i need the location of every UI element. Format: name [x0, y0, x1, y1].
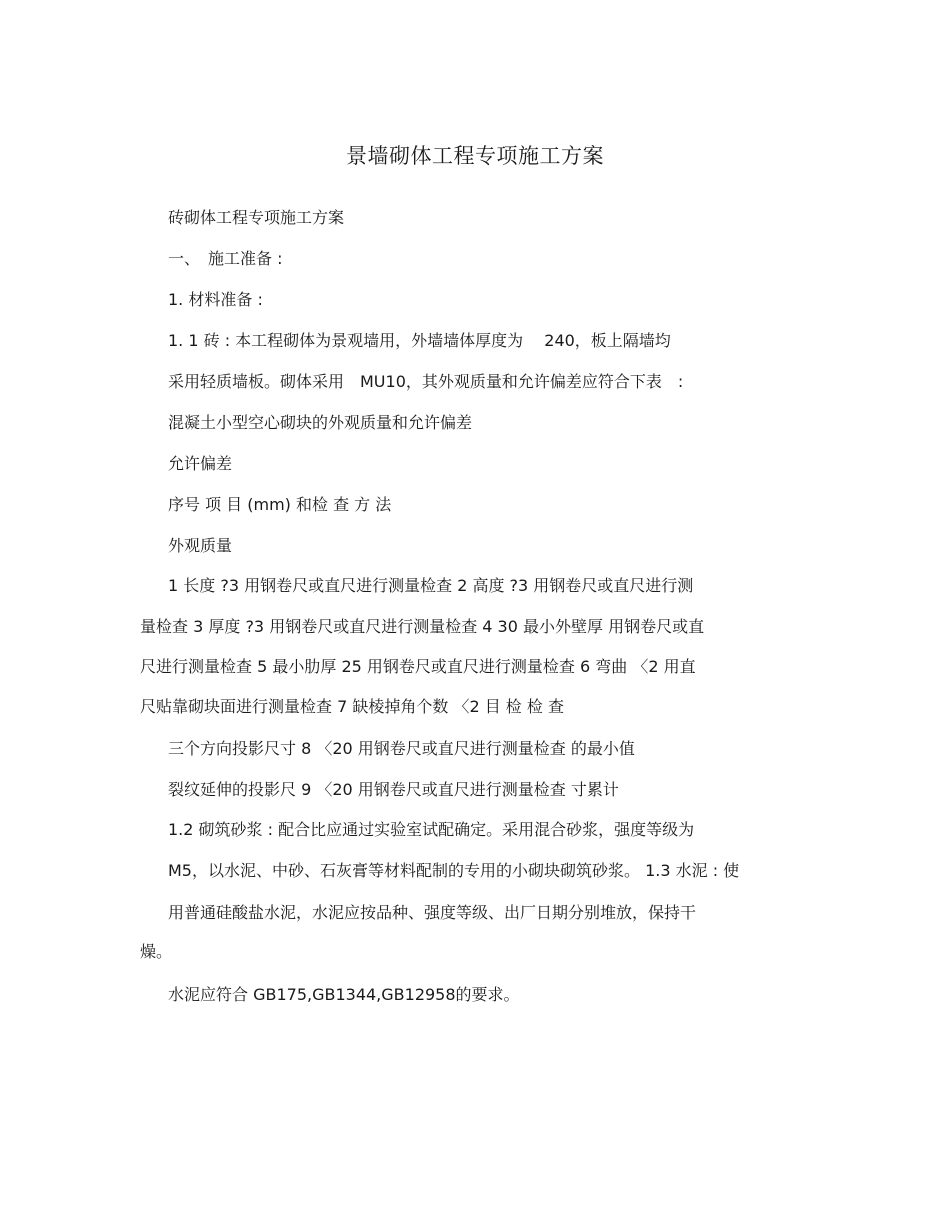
table-text-line: 尺进行测量检查 5 最小肋厚 25 用钢卷尺或直尺进行测量检查 6 弯曲 〈2 用直 [140, 657, 696, 676]
table-header-line: 允许偏差 [168, 454, 233, 473]
paragraph-line: 用普通硅酸盐水泥，水泥应按品种、强度等级、出厂日期分别堆放，保持干 [168, 903, 697, 922]
subsection-heading: 1. 材料准备 : [168, 290, 263, 309]
paragraph-line: M5，以水泥、中砂、石灰膏等材料配制的专用的小砌块砌筑砂浆。 1.3 水泥 : 使 [168, 861, 740, 880]
table-text-line: 裂纹延伸的投影尺 9 〈20 用钢卷尺或直尺进行测量检查 寸累计 [168, 780, 619, 799]
document-title: 景墙砌体工程专项施工方案 [346, 144, 604, 168]
table-text-line: 尺贴靠砌块面进行测量检查 7 缺棱掉角个数 〈2 目 检 检 查 [140, 697, 564, 716]
paragraph-line: 燥。 [140, 942, 173, 961]
paragraph-line: 水泥应符合 GB175,GB1344,GB12958的要求。 [168, 985, 520, 1004]
table-caption: 混凝土小型空心砌块的外观质量和允许偏差 [168, 413, 473, 432]
paragraph-line: 1. 1 砖 : 本工程砌体为景观墙用，外墙墙体厚度为 240，板上隔墙均 [168, 331, 671, 350]
table-text-line: 量检查 3 厚度 ?3 用钢卷尺或直尺进行测量检查 4 30 最小外壁厚 用钢卷尺或直 [140, 617, 705, 636]
subtitle-line: 砖砌体工程专项施工方案 [168, 208, 345, 227]
paragraph-line: 采用轻质墙板。砌体采用 MU10，其外观质量和允许偏差应符合下表 : [168, 372, 684, 391]
table-text-line: 1 长度 ?3 用钢卷尺或直尺进行测量检查 2 高度 ?3 用钢卷尺或直尺进行测 [168, 576, 694, 595]
paragraph-line: 1.2 砌筑砂浆 : 配合比应通过实验室试配确定。采用混合砂浆，强度等级为 [168, 820, 695, 839]
section-heading: 一、 施工准备 : [168, 249, 283, 268]
table-text-line: 三个方向投影尺寸 8 〈20 用钢卷尺或直尺进行测量检查 的最小值 [168, 739, 635, 758]
table-header-line: 序号 项 目 (mm) 和检 查 方 法 [168, 495, 392, 514]
table-header-line: 外观质量 [168, 536, 233, 555]
